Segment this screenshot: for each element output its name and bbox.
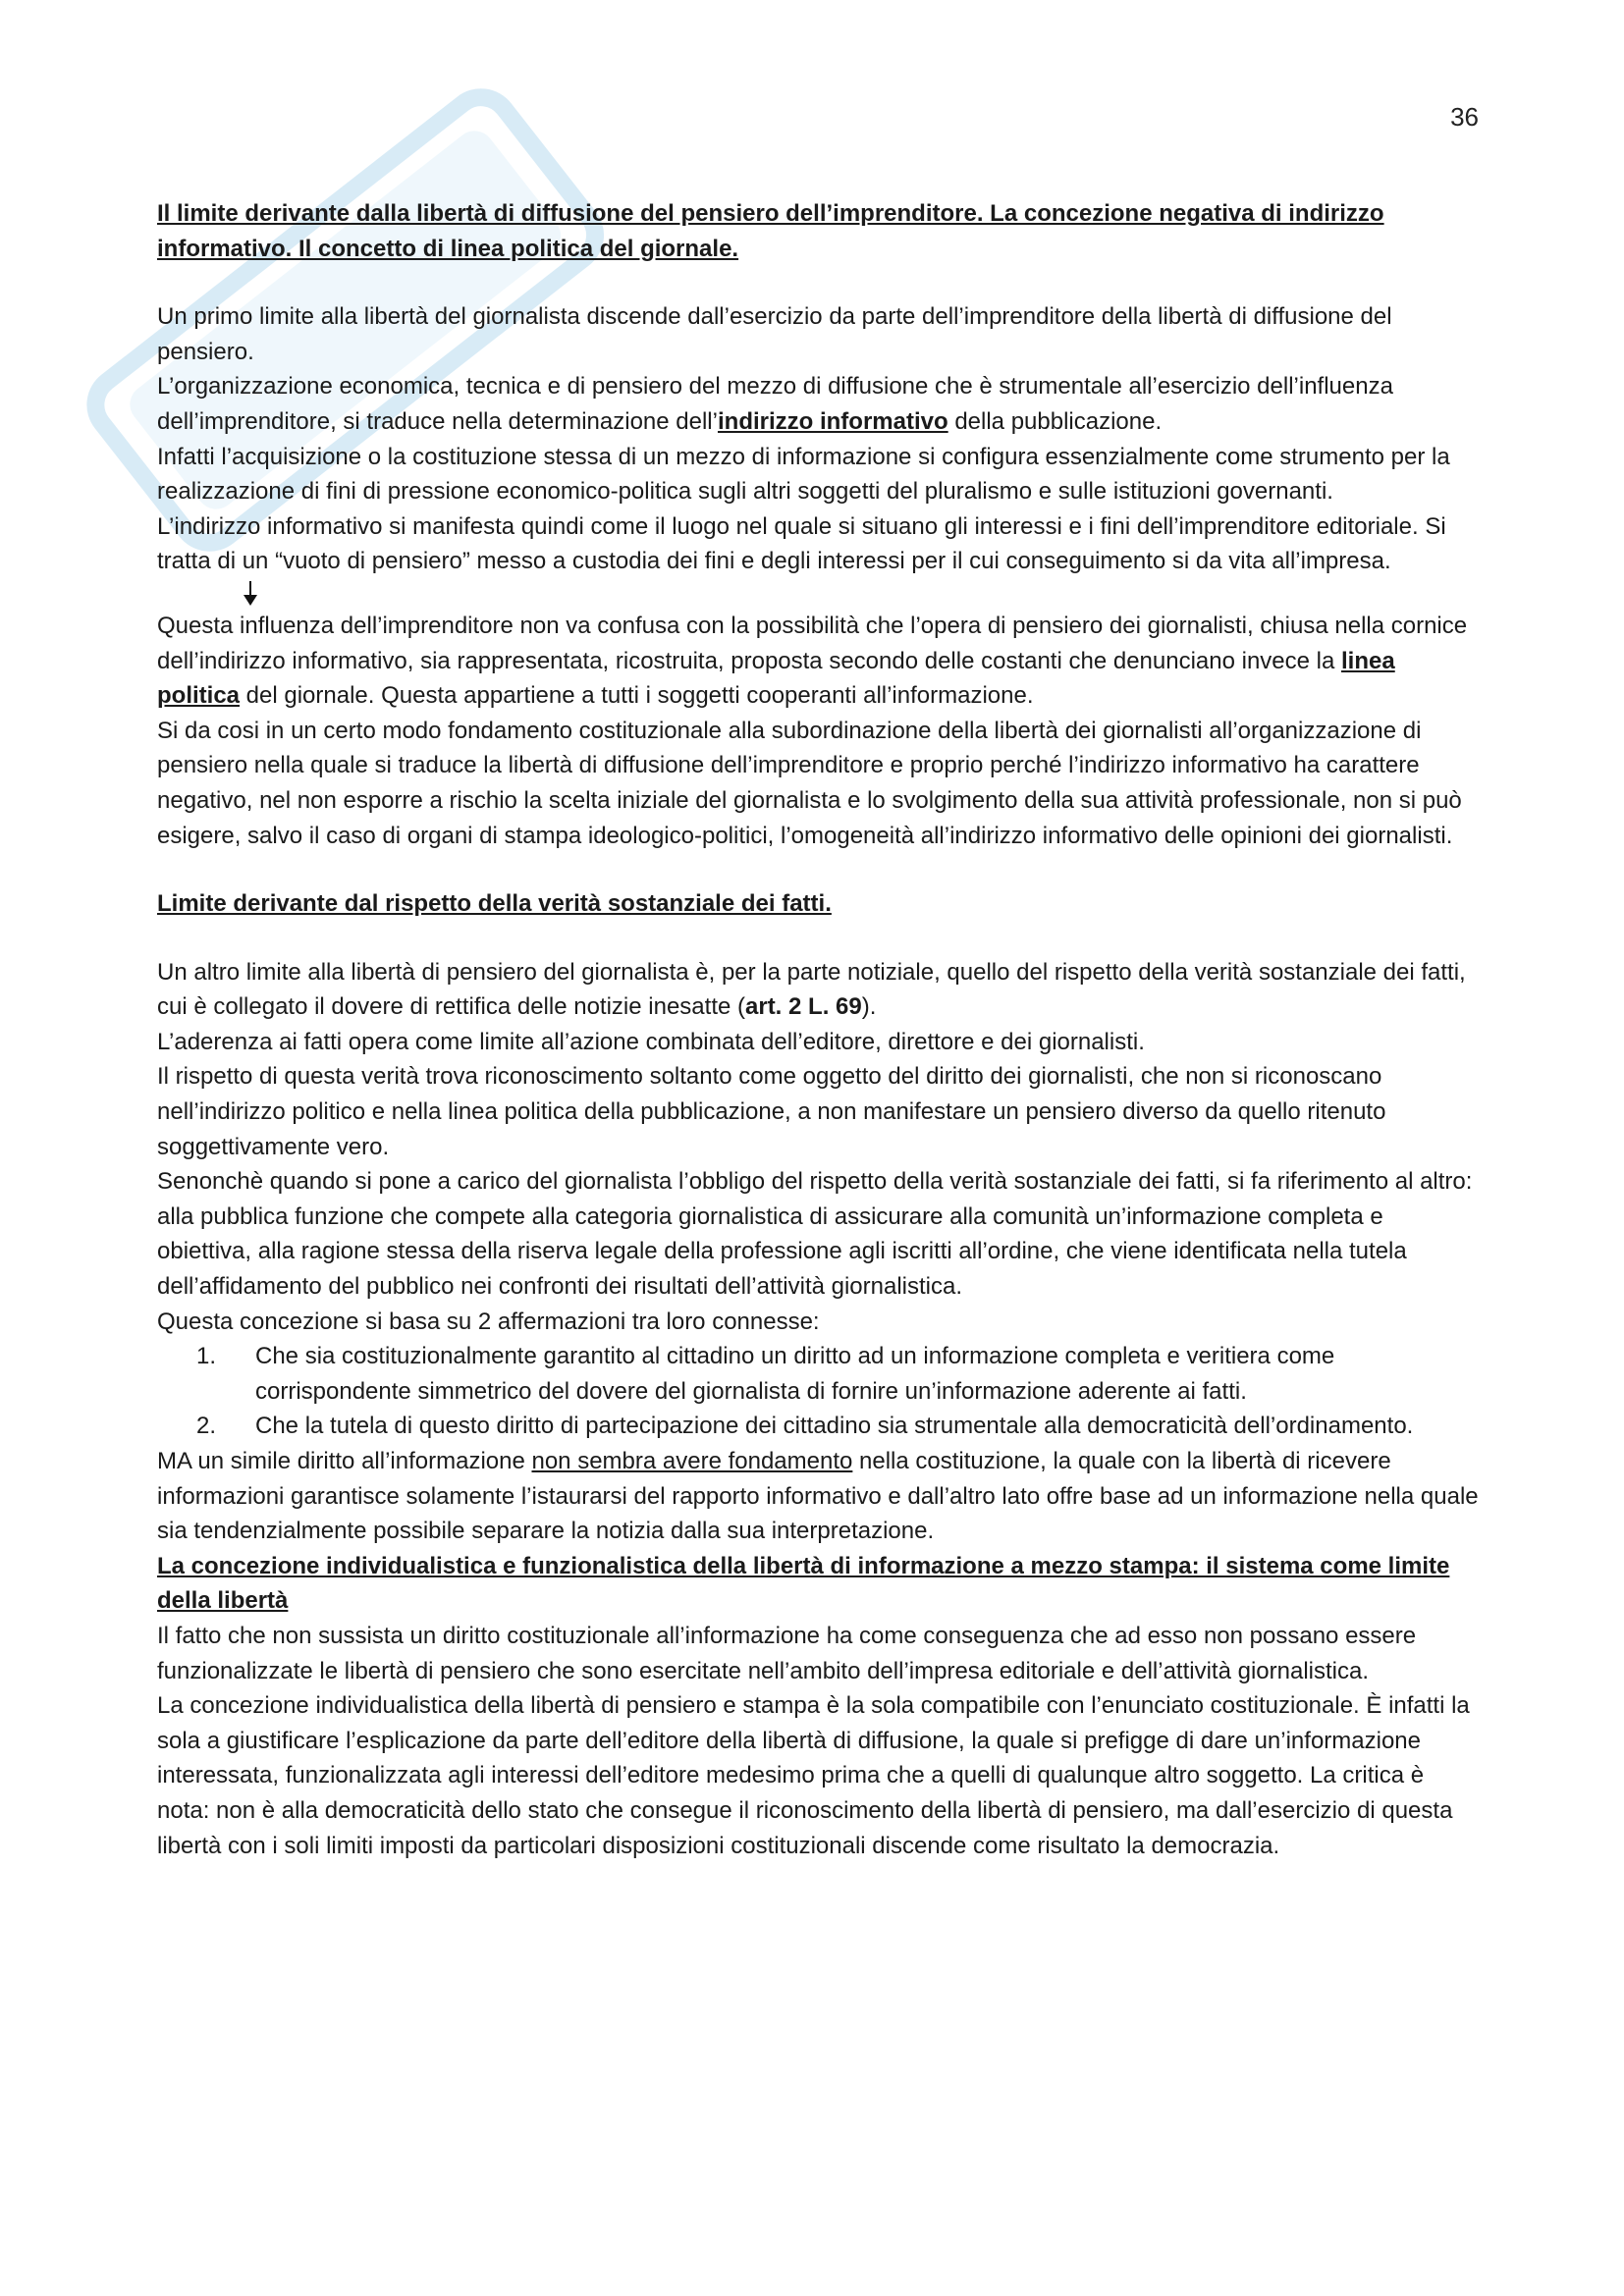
- paragraph: MA un simile diritto all’informazione non sembra avere fondamento nella costituzione, la quale con la libertà di ricevere informazioni garantisce solamente l’istaurarsi del rapporto informativo e dall’altro lato offre base ad un informazione nella quale sia tendenzialmente possibile separare la notizia dalla sua interpretazione.: [157, 1448, 1479, 1545]
- term-linea-politica: linea politica: [157, 647, 1395, 710]
- section-heading-3: La concezione individualistica e funzionalistica della libertà di informazione a mezzo stampa: il sistema come limite della libertà: [157, 1552, 1450, 1615]
- paragraph: Un primo limite alla libertà del giornalista discende dall’esercizio da parte dell’imprenditore della libertà di diffusione del pensiero.: [157, 303, 1392, 365]
- paragraph: Un altro limite alla libertà di pensiero del giornalista è, per la parte notiziale, quello del rispetto della verità sostanziale dei fatti, cui è collegato il dovere di rettifica delle notizie inesatte (art. 2 L. 69).: [157, 958, 1466, 1021]
- page-number: 36: [1450, 102, 1479, 132]
- paragraph: L’aderenza ai fatti opera come limite all’azione combinata dell’editore, direttore e dei giornalisti.: [157, 1028, 1145, 1055]
- document-body: [157, 196, 1483, 1863]
- paragraph: Senonchè quando si pone a carico del giornalista l’obbligo del rispetto della verità sostanziale dei fatti, si fa riferimento al altro: alla pubblica funzione che compete alla categoria giornalistica di assicurare alla comunità un’informazione completa e obiettiva, alla ragione stessa della riserva legale della professione agli iscritti all’ordine, che viene identificata nella tutela dell’affidamento del pubblico nei confronti dei risultati dell’attività giornalistica.: [157, 1168, 1473, 1301]
- paragraph: Questa influenza dell’imprenditore non va confusa con la possibilità che l’opera di pensiero dei giornalisti, chiusa nella cornice dell’indirizzo informativo, sia rappresentata, ricostruita, proposta secondo delle costanti che denunciano invece la linea politica del giornale. Questa appartiene a tutti i soggetti cooperanti all’informazione.: [157, 612, 1468, 710]
- paragraph: L’indirizzo informativo si manifesta quindi come il luogo nel quale si situano gli interessi e i fini dell’imprenditore editoriale. Si tratta di un “vuoto di pensiero” messo a custodia dei fini e degli interessi per il cui conseguimento si da vita all’impresa.: [157, 512, 1446, 575]
- paragraph: Questa concezione si basa su 2 affermazioni tra loro connesse:: [157, 1308, 820, 1335]
- list-item: 2. Che la tutela di questo diritto di partecipazione dei cittadino sia strumentale alla democraticità dell’ordinamento.: [195, 1413, 1414, 1440]
- paragraph: La concezione individualistica della libertà di pensiero e stampa è la sola compatibile con l’enunciato costituzionale. È infatti la sola a giustificare l’esplicazione da parte dell’editore della libertà di diffusione, la quale si prefigge di dare un’informazione interessata, funzionalizzata agli interessi dell’editore medesimo prima che a quelli di qualunque altro soggetto. La critica è nota: non è alla democraticità dello stato che consegue il riconoscimento della libertà di pensiero, ma dall’esercizio di questa libertà con i soli limiti imposti da particolari disposizioni costituzionali discende come risultato la democrazia.: [157, 1692, 1470, 1859]
- list-item: 1. Che sia costituzionalmente garantito al cittadino un diritto ad un informazione completa e veritiera come corrispondente simmetrico del dovere del giornalista di fornire un’informazione aderente ai fatti.: [195, 1343, 1335, 1405]
- paragraph: Il rispetto di questa verità trova riconoscimento soltanto come oggetto del diritto dei giornalisti, che non si riconoscano nell’indirizzo politico e nella linea politica della pubblicazione, a non manifestare un pensiero diverso da quello ritenuto soggettivamente vero.: [157, 1063, 1386, 1160]
- underlined-phrase: non sembra avere fondamento: [531, 1448, 853, 1474]
- paragraph: Infatti l’acquisizione o la costituzione stessa di un mezzo di informazione si configura essenzialmente come strumento per la realizzazione di fini di pressione economico-politica sugli altri soggetti del pluralismo e sulle istituzioni governanti.: [157, 443, 1450, 506]
- down-arrow-icon: [240, 579, 279, 609]
- paragraph: L’organizzazione economica, tecnica e di pensiero del mezzo di diffusione che è strumentale all’esercizio dell’influenza dell’imprenditore, si traduce nella determinazione dell’indirizzo informativo della pubblicazione.: [157, 373, 1393, 435]
- paragraph: Si da cosi in un certo modo fondamento costituzionale alla subordinazione della libertà dei giornalisti all’organizzazione di pensiero nella quale si traduce la libertà di diffusione dell’imprenditore e proprio perché l’indirizzo informativo ha carattere negativo, nel non esporre a rischio la scelta iniziale del giornalista e lo svolgimento della sua attività professionale, non si può esigere, salvo il caso di organi di stampa ideologico-politici, l’omogeneità all’indirizzo informativo delle opinioni dei giornalisti.: [157, 717, 1462, 849]
- term-indirizzo-informativo: indirizzo informativo: [717, 407, 948, 435]
- paragraph: Il fatto che non sussista un diritto costituzionale all’informazione ha come conseguenza che ad esso non possano essere funzionalizzate le libertà di pensiero che sono esercitate nell’ambito dell’impresa editoriale e dell’attività giornalistica.: [157, 1622, 1417, 1684]
- numbered-list: [157, 1339, 1483, 1444]
- section-heading-2: Limite derivante dal rispetto della verità sostanziale dei fatti.: [157, 890, 832, 918]
- section-heading-1: Il limite derivante dalla libertà di diffusione del pensiero dell’imprenditore. La concezione negativa di indirizzo informativo. Il concetto di linea politica del giornale.: [157, 200, 1384, 262]
- law-reference: art. 2 L. 69: [745, 993, 862, 1021]
